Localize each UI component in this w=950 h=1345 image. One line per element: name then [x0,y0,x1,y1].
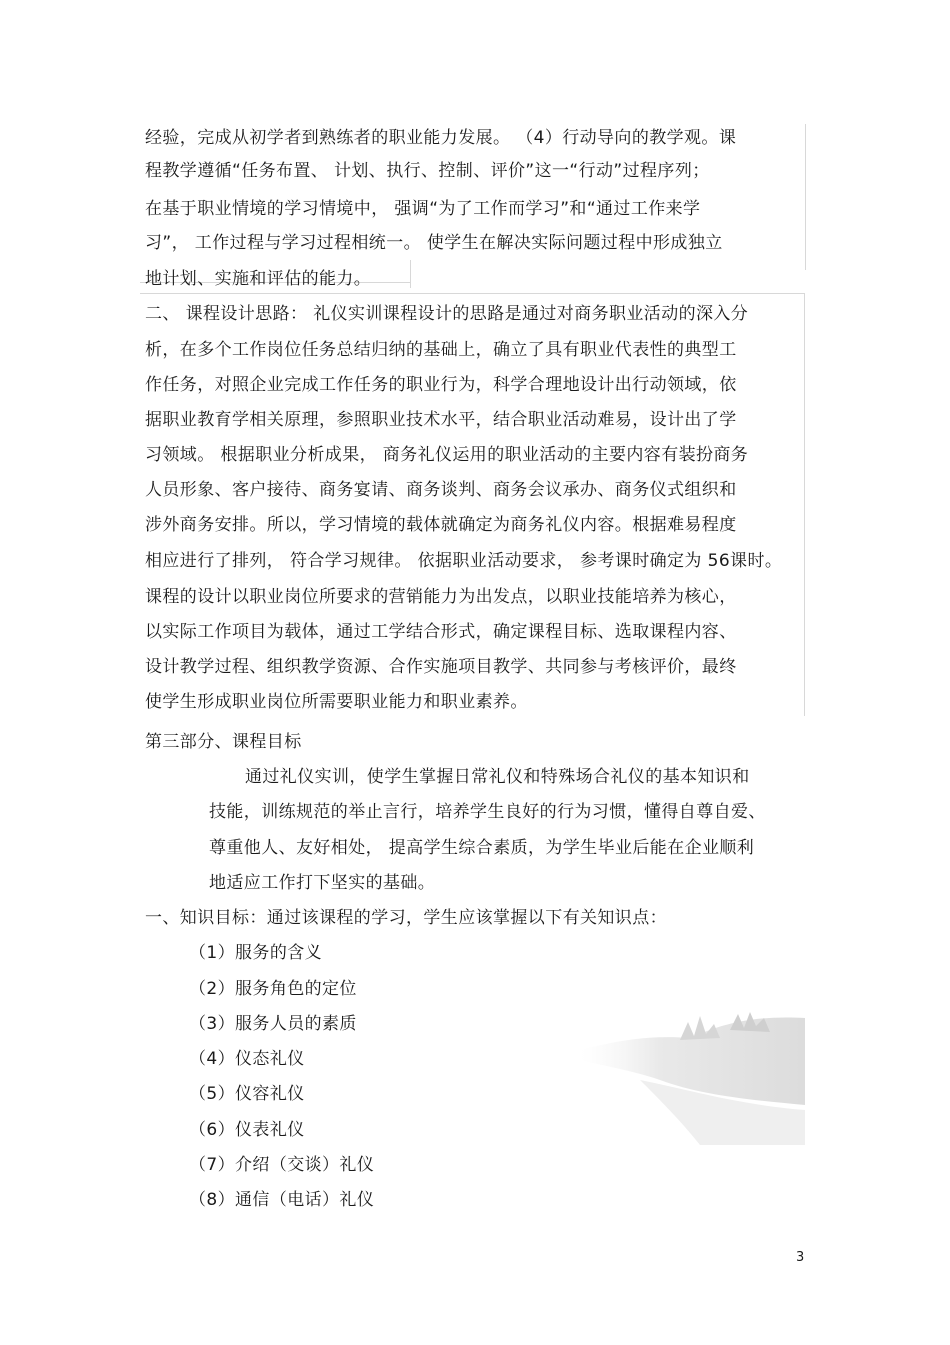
text-line: 以实际工作项目为载体，通过工学结合形式，确定课程目标、选取课程内容、 [145,622,737,642]
text-line: 通过礼仪实训，使学生掌握日常礼仪和特殊场合礼仪的基本知识和 [245,767,750,787]
frame-rule [410,260,411,288]
text-line: 析，在多个工作岗位任务总结归纳的基础上，确立了具有职业代表性的典型工 [145,340,737,360]
text-line: （5）仪容礼仪 [189,1084,305,1104]
text-line: （3）服务人员的素质 [189,1014,357,1034]
text-line: 习领域。 根据职业分析成果， 商务礼仪运用的职业活动的主要内容有装扮商务 [145,445,749,465]
text-line: 相应进行了排列， 符合学习规律。 依据职业活动要求， 参考课时确定为 56课时。 [145,551,783,571]
text-line: 尊重他人、友好相处， 提高学生综合素质，为学生毕业后能在企业顺利 [209,838,755,858]
text-line: 作任务，对照企业完成工作任务的职业行为，科学合理地设计出行动领域，依 [145,375,737,395]
text-line: 在基于职业情境的学习情境中， 强调“为了工作而学习”和“通过工作来学 [145,199,701,219]
text-line: 使学生形成职业岗位所需要职业能力和职业素养。 [145,692,528,712]
text-line: 一、知识目标：通过该课程的学习，学生应该掌握以下有关知识点： [145,908,667,928]
text-line: （6）仪表礼仪 [189,1120,305,1140]
text-line: 程教学遵循“任务布置、 计划、执行、控制、评价”这一“行动”过程序列； [145,161,710,181]
text-line: 第三部分、课程目标 [145,732,302,752]
frame-rule [805,124,806,270]
text-line: 人员形象、客户接待、商务宴请、商务谈判、商务会议承办、商务仪式组织和 [145,480,737,500]
text-line: 地适应工作打下坚实的基础。 [209,873,436,893]
text-line: 课程的设计以职业岗位所要求的营销能力为出发点，以职业技能培养为核心， [145,587,737,607]
text-line: （7）介绍（交谈）礼仪 [189,1155,375,1175]
text-line: 设计教学过程、组织教学资源、合作实施项目教学、共同参与考核评价，最终 [145,657,737,677]
text-line: （8）通信（电话）礼仪 [189,1190,375,1210]
landscape-watermark [580,1010,805,1145]
page-number: 3 [796,1250,805,1265]
text-line: 涉外商务安排。所以，学习情境的载体就确定为商务礼仪内容。根据难易程度 [145,515,737,535]
text-line: （2）服务角色的定位 [189,979,357,999]
text-line: 习”， 工作过程与学习过程相统一。 使学生在解决实际问题过程中形成独立 [145,233,723,253]
text-line: 据职业教育学相关原理，参照职业技术水平，结合职业活动难易，设计出了学 [145,410,737,430]
text-line: 地计划、实施和评估的能力。 [145,269,372,289]
text-line: 二、 课程设计思路： 礼仪实训课程设计的思路是通过对商务职业活动的深入分 [145,304,749,324]
text-line: 技能，训练规范的举止言行，培养学生良好的行为习惯，懂得自尊自爱、 [209,802,766,822]
text-line: （4）仪态礼仪 [189,1049,305,1069]
text-line: 经验，完成从初学者到熟练者的职业能力发展。 （4）行动导向的教学观。课 [145,128,737,148]
text-line: （1）服务的含义 [189,943,323,963]
